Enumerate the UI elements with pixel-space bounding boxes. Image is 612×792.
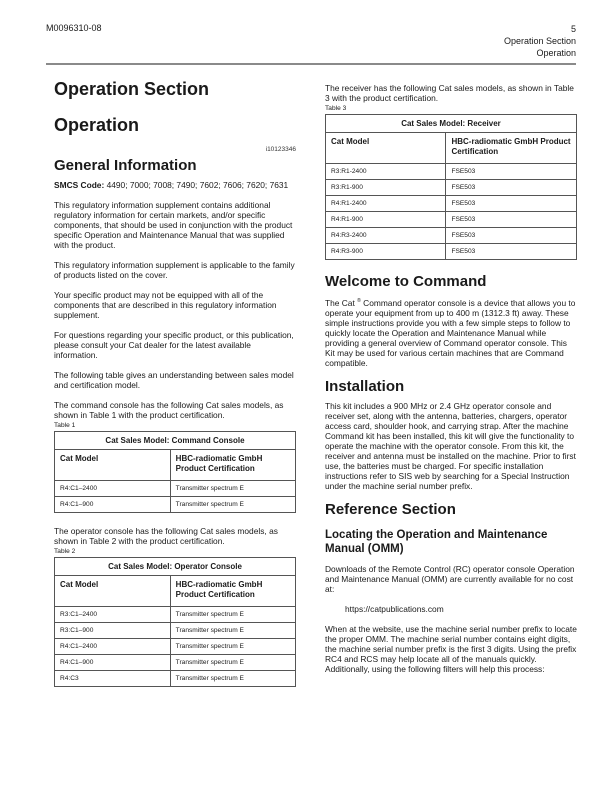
page-number: 5 xyxy=(570,24,576,34)
cell-model: R4:R1-900 xyxy=(326,212,446,228)
table-operator-console xyxy=(54,557,296,687)
table3-caption: Table 3 xyxy=(325,105,347,112)
cell-cert: Transmitter spectrum E xyxy=(170,607,295,623)
table-row xyxy=(326,164,577,180)
cell-model: R3:C1–900 xyxy=(55,623,171,639)
registered-mark: ® xyxy=(357,298,361,304)
table1-caption: Table 1 xyxy=(54,422,76,429)
cell-model: R4:R3-2400 xyxy=(326,228,446,244)
running-section: Operation Section xyxy=(503,36,576,46)
table-title: Cat Sales Model: Command Console xyxy=(55,432,296,450)
table-row xyxy=(55,481,296,497)
table-row xyxy=(55,639,296,655)
paragraph: When at the website, use the machine serial number prefix to locate the proper OMM. The machine serial number contains eight digits, the machine serial number prefix is the first 3 digits. Using the prefix RC4 and RCS may help locate all of the manuals quickly. Additionally, using the following filters will help this process: xyxy=(325,623,577,674)
paragraph: This regulatory information supplement is applicable to the family of products listed on the cover. xyxy=(54,260,295,280)
subsection-title: Operation xyxy=(54,115,140,135)
paragraph: Your specific product may not be equipped with all of the components that are described in this regulatory information supplement. xyxy=(54,290,277,320)
table2-caption: Table 2 xyxy=(54,548,76,555)
column-header: HBC-radiomatic GmbH Product Certification xyxy=(446,133,577,164)
table-receiver xyxy=(325,114,577,260)
table-title: Cat Sales Model: Operator Console xyxy=(55,558,296,576)
cell-cert: Transmitter spectrum E xyxy=(170,639,295,655)
smcs-code xyxy=(54,180,296,190)
cell-cert: Transmitter spectrum E xyxy=(170,655,295,671)
locating-omm-heading: Locating the Operation and Maintenance Manual (OMM) xyxy=(325,528,548,555)
left-column xyxy=(54,78,296,700)
cell-cert: Transmitter spectrum E xyxy=(170,497,295,513)
table-row xyxy=(55,655,296,671)
table-row xyxy=(55,623,296,639)
table-row xyxy=(326,212,577,228)
document-number: M0096310-08 xyxy=(46,23,102,33)
cell-cert: FSE503 xyxy=(446,196,577,212)
paragraph: The operator console has the following Cat sales models, as shown in Table 2 with the product certification. xyxy=(54,526,278,546)
cell-model: R4:C1–2400 xyxy=(55,639,171,655)
cell-cert: Transmitter spectrum E xyxy=(170,623,295,639)
smcs-values: 4490; 7000; 7008; 7490; 7602; 7606; 7620; 7631 xyxy=(104,180,289,190)
table-row xyxy=(55,607,296,623)
table-row xyxy=(326,244,577,260)
installation-paragraph: This kit includes a 900 MHz or 2.4 GHz operator console and receiver set, along with the antenna, batteries, chargers, operator access card, shoulder hook, and carrying strap. After the machine Command kit has been installed, this kit will give the functionality to operate the machine with the operator console. From this kit, the receiver and antenna must be installed on the machine. Prior to first use, the batteries must be charged. For specific installation instructions refer to SIS web by searching for a Special Instruction under the machine serial number prefix. xyxy=(325,400,576,491)
cell-model: R4:C3 xyxy=(55,671,171,687)
doc-id: i10123346 xyxy=(265,146,296,153)
table-title: Cat Sales Model: Receiver xyxy=(326,115,577,133)
paragraph: The receiver has the following Cat sales models, as shown in Table 3 with the product certification. xyxy=(325,83,574,103)
welcome-heading: Welcome to Command xyxy=(325,273,487,290)
table-row xyxy=(326,180,577,196)
right-column xyxy=(325,83,577,684)
cell-model: R3:R1-2400 xyxy=(326,164,446,180)
smcs-label: SMCS Code: xyxy=(54,180,105,190)
general-information-heading: General Information xyxy=(54,157,197,174)
cell-model: R4:C1–2400 xyxy=(55,481,171,497)
table-row xyxy=(326,196,577,212)
welcome-paragraph xyxy=(325,296,577,368)
reference-heading: Reference Section xyxy=(325,500,456,518)
paragraph: This regulatory information supplement contains additional regulatory information for certain markets, and/or specific components, that should be used in conjunction with the product specific Operation and Maintenance Manual that was supplied with the product. xyxy=(54,200,293,250)
cell-model: R4:R3-900 xyxy=(326,244,446,260)
cell-model: R4:C1–900 xyxy=(55,655,171,671)
paragraph: The following table gives an understanding between sales model and certification model. xyxy=(54,370,294,390)
paragraph: The command console has the following Cat sales models, as shown in Table 1 with the product certification. xyxy=(54,400,284,420)
installation-heading: Installation xyxy=(325,377,405,395)
cell-model: R3:C1–2400 xyxy=(55,607,171,623)
table-row xyxy=(326,228,577,244)
text-span: The Cat xyxy=(325,297,358,308)
cell-cert: FSE503 xyxy=(446,244,577,260)
cell-model: R4:C1–900 xyxy=(55,497,171,513)
table-row xyxy=(55,671,296,687)
cell-cert: Transmitter spectrum E xyxy=(170,481,295,497)
cell-cert: FSE503 xyxy=(446,180,577,196)
column-header: Cat Model xyxy=(326,133,446,164)
cell-model: R4:R1-2400 xyxy=(326,196,446,212)
cell-cert: FSE503 xyxy=(446,228,577,244)
cell-cert: Transmitter spectrum E xyxy=(170,671,295,687)
text-span: Command operator console is a device that allows you to operate your equipment from up to 400 m (1312.3 ft) away. These simple instructions provide you with a few simple steps to follow to quickly locate the Operation and Maintenance Manual while providing a general overview of Command operator console. This Kit may be used for various certain machines that are Command compatible. xyxy=(325,297,576,368)
column-header: Cat Model xyxy=(55,450,171,481)
column-header: HBC-radiomatic GmbH Product Certification xyxy=(170,450,295,481)
table-command-console xyxy=(54,431,296,513)
running-subsection: Operation xyxy=(536,48,576,58)
publications-url[interactable]: https://catpublications.com xyxy=(345,603,444,614)
running-header xyxy=(504,23,576,59)
cell-cert: FSE503 xyxy=(446,212,577,228)
column-header: HBC-radiomatic GmbH Product Certification xyxy=(170,576,295,607)
cell-cert: FSE503 xyxy=(446,164,577,180)
paragraph: Downloads of the Remote Control (RC) operator console Operation and Maintenance Manual (OMM) are currently available for no cost at: xyxy=(325,563,575,594)
column-header: Cat Model xyxy=(55,576,171,607)
cell-model: R3:R1-900 xyxy=(326,180,446,196)
paragraph: For questions regarding your specific product, or this publication, please consult your Cat dealer for the latest available information. xyxy=(54,330,294,360)
table-row xyxy=(55,497,296,513)
header-divider xyxy=(46,63,576,65)
section-title: Operation Section xyxy=(54,79,210,99)
